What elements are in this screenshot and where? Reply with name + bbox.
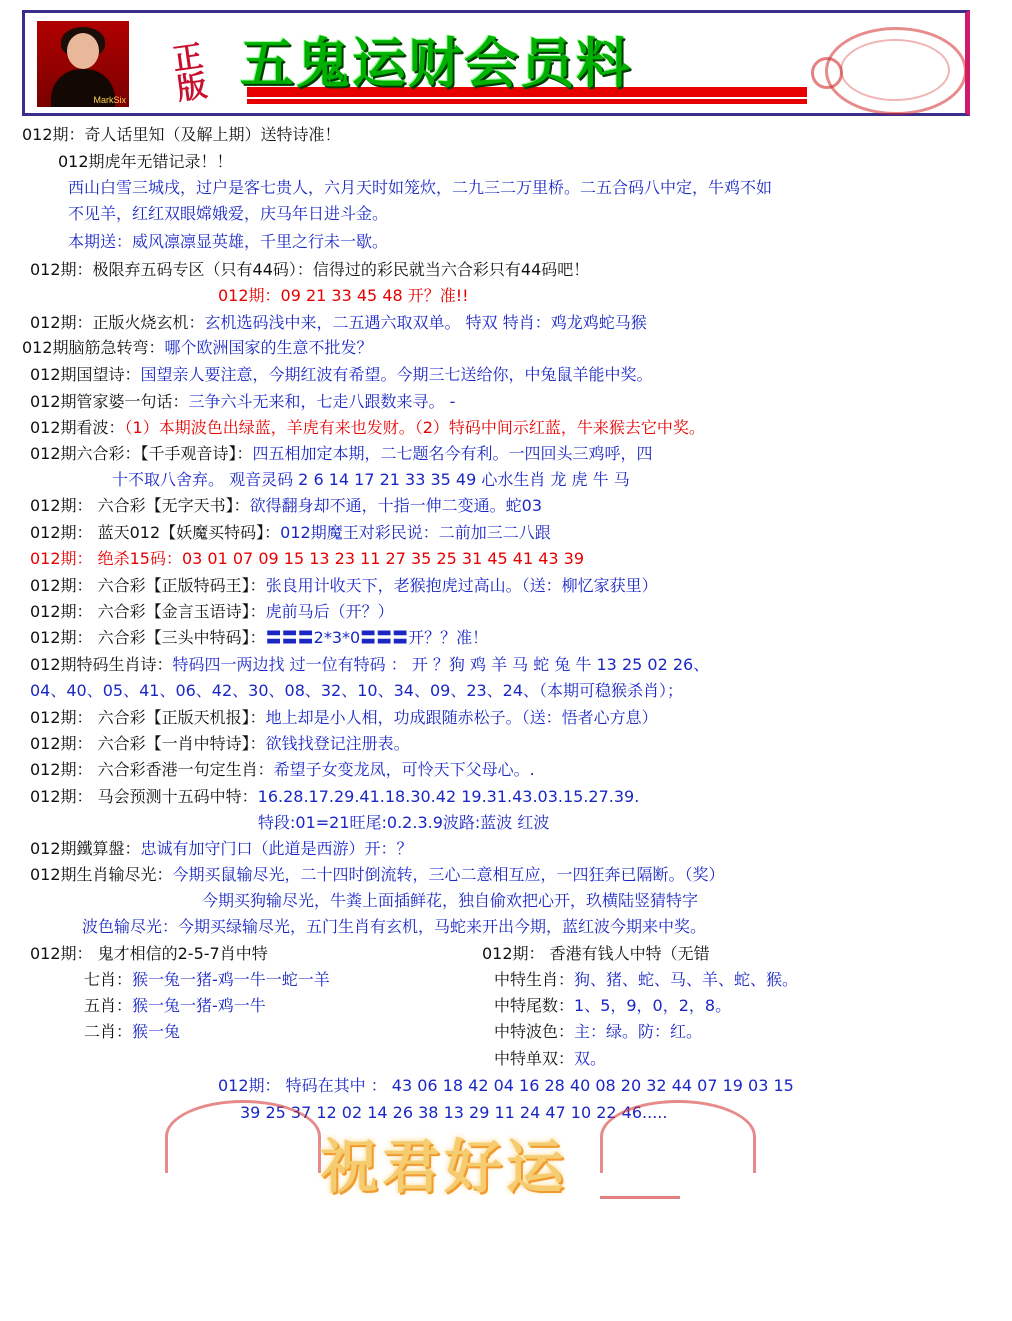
line-content: 忠诚有加守门口（此道是西游）开：？ — [140, 839, 413, 858]
line-content: 012期魔王对彩民说：二前加三二八跟 — [280, 523, 551, 542]
line-label: 012期： 六合彩香港一句定生肖： — [30, 760, 274, 779]
line-content: 双。 — [574, 1049, 607, 1068]
line-label: 012期： 六合彩【三头中特码】： — [30, 628, 266, 647]
line-label: 012期：奇人话里知（及解上期）送特诗准！ — [22, 125, 341, 144]
line-content: 欲钱找登记注册表。 — [265, 734, 410, 753]
line-label: 五肖： — [84, 996, 133, 1015]
text-line — [58, 151, 233, 173]
line-label: 012期管家婆一句话： — [30, 392, 189, 411]
text-line — [494, 995, 731, 1017]
portrait-caption: MarkSix — [93, 95, 126, 105]
line-label: 中特尾数： — [494, 996, 575, 1015]
text-line — [218, 285, 469, 307]
line-content: 地上却是小人相，功成跟随赤松子。（送：悟者心方息） — [265, 708, 658, 727]
line-label: 012期：极限弃五码专区（只有44码）：信得过的彩民就当六合彩只有44码吧！ — [30, 260, 590, 279]
line-label: 二肖： — [84, 1022, 133, 1041]
line-label: 012期脑筋急转弯： — [22, 338, 165, 357]
line-label: 012期：09 21 33 45 48 开？准!! — [218, 286, 469, 305]
line-label: 中特生肖： — [494, 970, 575, 989]
line-label: 012期生肖输尽光： — [30, 865, 173, 884]
line-label: 特段:01=21旺尾:0.2.3.9波路:蓝波 红波 — [258, 813, 550, 832]
line-label: 012期： 绝杀15码：03 01 07 09 15 13 23 11 27 35 25 31 45 41 43 39 — [30, 549, 585, 568]
text-line — [82, 916, 706, 938]
line-label: 中特波色： — [494, 1022, 575, 1041]
text-line — [30, 443, 653, 465]
line-label: 波色输尽光：今期买绿输尽光，五门生肖有玄机，马蛇来开出今期，蓝红波今期来中奖。 — [82, 917, 707, 936]
line-content: 四五相加定本期，二七题名今有利。一四回头三鸡呼，四 — [252, 444, 653, 463]
line-label: 不见羊，红红双眼嫦娥爱，庆马年日进斗金。 — [68, 204, 389, 223]
line-label: 012期六合彩：【千手观音诗】： — [30, 444, 253, 463]
line-content: 猴一兔 — [132, 1022, 181, 1041]
text-line — [30, 864, 725, 886]
text-line — [22, 337, 373, 359]
line-content: 虎前马后（开？） — [265, 602, 394, 621]
line-label: 04、40、05、41、06、42、30、08、32、10、34、09、23、24、（本期可稳猴杀肖）； — [30, 681, 684, 700]
text-line — [68, 203, 388, 225]
text-line — [30, 759, 535, 781]
line-label: 012期鐵算盤： — [30, 839, 141, 858]
footer-stroke — [600, 1196, 680, 1199]
text-line — [30, 312, 647, 334]
seal-stamp-bottom-left — [165, 1100, 321, 1173]
text-line — [30, 838, 413, 860]
line-content: 特码四一两边找 过一位有特码 ： 开 ？狗 鸡 羊 马 蛇 兔 牛 13 25 02 26、 — [172, 655, 710, 674]
text-line — [30, 627, 488, 649]
line-label: 012期： 六合彩【金言玉语诗】： — [30, 602, 266, 621]
text-line — [30, 733, 410, 755]
text-line — [68, 231, 388, 253]
line-content: 欲得翻身却不通，十指一伸二变通。蛇03 — [249, 496, 543, 515]
line-label: 中特单双： — [494, 1049, 575, 1068]
text-line — [84, 1021, 180, 1043]
zhengban-stamp: 正版 — [170, 39, 206, 108]
text-line — [68, 177, 772, 199]
line-label: 012期看波： — [30, 418, 125, 437]
text-line — [30, 548, 584, 570]
line-label: 012期： 特码在其中 ： 43 06 18 42 04 16 28 40 08 20 32 44 07 19 03 15 — [218, 1076, 794, 1095]
line-label: 012期特码生肖诗： — [30, 655, 173, 674]
line-content: 16.28.17.29.41.18.30.42 19.31.43.03.15.27.39. — [257, 787, 640, 806]
line-highlight: （1）本期波色出绿蓝，羊虎有来也发财。（2）特码中间示红蓝，牛来猴去它中奖。 — [124, 418, 705, 437]
line-label: 012期： 六合彩【无字天书】： — [30, 496, 250, 515]
header-banner — [22, 10, 970, 116]
portrait-face — [67, 33, 99, 69]
line-content: 哪个欧洲国家的生意不批发？ — [164, 338, 373, 357]
text-line — [30, 575, 658, 597]
line-label: 七肖： — [84, 970, 133, 989]
line-content: 张良用计收天下，老猴抱虎过高山。（送：柳忆家获里） — [265, 576, 658, 595]
line-label: 012期虎年无错记录！！ — [58, 152, 233, 171]
text-line — [258, 812, 549, 834]
text-line — [30, 417, 705, 439]
line-content: 1、5，9，0，2，8。 — [574, 996, 732, 1015]
text-line — [30, 707, 658, 729]
text-line — [84, 969, 330, 991]
text-line — [30, 786, 639, 808]
text-line — [30, 601, 394, 623]
line-label: 012期： 蓝天012【妖魔买特码】： — [30, 523, 281, 542]
seal-stamp-bottom-right — [600, 1100, 756, 1173]
line-content: 今期买鼠输尽光，二十四时倒流转，三心二意相互应，一四狂奔已隔断。（奖） — [172, 865, 725, 884]
text-line — [218, 1075, 794, 1097]
line-content: 〓〓〓2*3*0〓〓〓开？？准！ — [265, 628, 489, 647]
text-line — [30, 391, 455, 413]
text-line — [494, 1021, 702, 1043]
line-content: 猴一兔一猪-鸡一牛一蛇一羊 — [132, 970, 330, 989]
seal-stamp-inner — [840, 39, 950, 101]
text-line — [494, 1048, 606, 1070]
line-content: 猴一兔一猪-鸡一牛 — [132, 996, 266, 1015]
line-content: 国望亲人要注意，今期红波有希望。今期三七送给你，中兔鼠羊能中奖。 — [140, 365, 653, 384]
line-label: 012期： 六合彩【正版天机报】： — [30, 708, 266, 727]
text-line — [482, 943, 710, 965]
text-line — [22, 124, 341, 146]
text-line — [84, 995, 266, 1017]
line-label: 012期：正版火烧玄机： — [30, 313, 205, 332]
line-content: 三争六斗无来和，七走八跟数来寻。 - — [188, 392, 456, 411]
title-underline-2 — [247, 99, 807, 104]
line-label: 012期： 马会预测十五码中特： — [30, 787, 258, 806]
text-line — [112, 469, 630, 491]
line-label: 今期买狗输尽光，牛粪上面插鲜花，独自偷欢把心开，玖横陆竖猜特字 — [202, 891, 699, 910]
text-line — [30, 364, 653, 386]
line-label: 012期： 六合彩【一肖中特诗】： — [30, 734, 266, 753]
text-line — [30, 680, 683, 702]
page-title: 五鬼运财会员料 — [240, 32, 632, 95]
line-label: 012期： 六合彩【正版特码王】： — [30, 576, 266, 595]
portrait-image — [37, 21, 129, 107]
text-line — [30, 654, 709, 676]
text-line — [30, 259, 589, 281]
line-content: 狗、猪、蛇、马、羊、蛇、猴。 — [574, 970, 799, 989]
text-line — [30, 522, 551, 544]
line-label: 012期国望诗： — [30, 365, 141, 384]
text-line — [202, 890, 698, 912]
line-content: 玄机选码浅中来，二五遇六取双单。 特双 特肖：鸡龙鸡蛇马猴 — [204, 313, 647, 332]
line-label: 本期送：威风凛凛显英雄，千里之行未一歇。 — [68, 232, 389, 251]
line-content: 主：绿。防：红。 — [574, 1022, 703, 1041]
line-label: 012期： 鬼才相信的2-5-7肖中特 — [30, 944, 268, 963]
good-luck-footer: 祝君好运 — [320, 1133, 569, 1201]
text-line — [494, 969, 798, 991]
line-label: 39 25 37 12 02 14 26 38 13 29 11 24 47 10 22 46..... — [240, 1103, 668, 1122]
line-label: 012期： 香港有钱人中特（无错 — [482, 944, 710, 963]
text-line — [30, 495, 542, 517]
line-label: 西山白雪三城戌，过户是客七贵人，六月天时如笼炊，二九三二万里桥。二五合码八中定，牛鸡不如 — [68, 178, 773, 197]
text-line — [30, 943, 268, 965]
line-content: 希望子女变龙凤，可怜天下父母心。. — [273, 760, 535, 779]
line-label: 十不取八舍弃。 观音灵码 2 6 14 17 21 33 35 49 心水生肖 龙 虎 牛 马 — [112, 470, 630, 489]
